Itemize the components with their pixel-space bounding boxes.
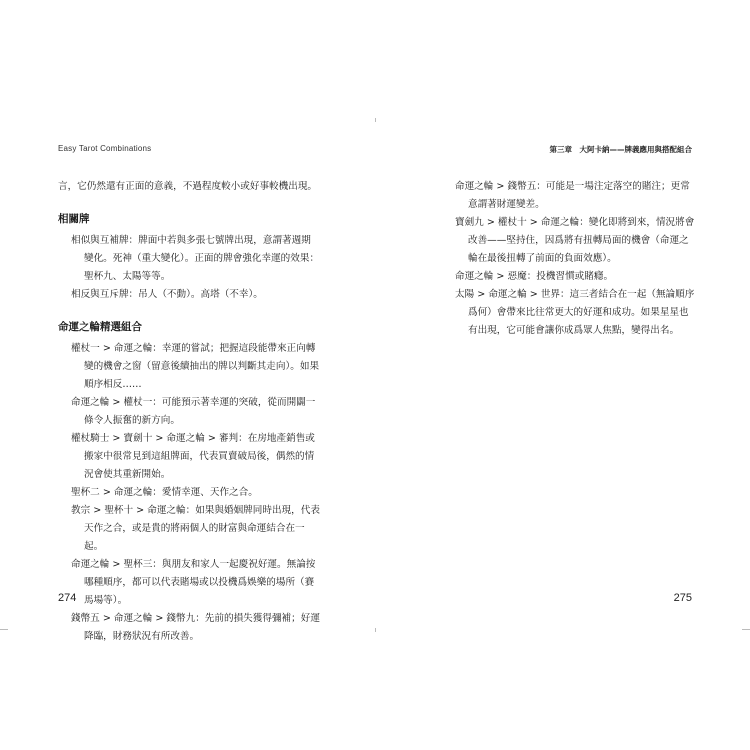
page-number: 275	[673, 592, 692, 604]
section-heading-related: 相關牌	[58, 213, 90, 225]
page-body	[455, 178, 695, 340]
combo-entry: 權杖騎士 > 寶劍十 > 命運之輪 > 審判：在房地產銷售或搬家中很常見到這組牌面，代表買賣破局後，偶然的情況會使其重新開始。	[71, 433, 315, 480]
combo-entry: 命運之輪 > 聖杯三：與朋友和家人一起慶祝好運。無論按哪種順序，都可以代表賭場或以投機爲娛樂的場所（賽馬場等）。	[71, 559, 316, 606]
running-head: 第三章 大阿卡納——牌義應用與搭配組合	[549, 145, 692, 154]
combo-entry: 太陽 > 命運之輪 > 世界：這三者結合在一起（無論順序爲何）會帶來比往常更大的好運和成功。如果星星也有出現，它可能會讓你成爲眾人焦點，變得出名。	[455, 289, 695, 336]
page-number: 274	[58, 592, 77, 604]
page-body	[58, 178, 320, 646]
combo-entry: 寶劍九 > 權杖十 > 命運之輪：變化即將到來，情況將會改善——堅持住，因爲將有扭轉局面的機會（命運之輪在最後扭轉了前面的負面效應）。	[455, 217, 695, 264]
running-head: Easy Tarot Combinations	[58, 144, 152, 153]
right-page	[375, 0, 750, 750]
section-heading-combos: 命運之輪精選組合	[58, 321, 142, 333]
combo-entry: 聖杯二 > 命運之輪：愛情幸運、天作之合。	[71, 487, 258, 498]
related-item: 相似與互補牌：牌面中若與多張七號牌出現，意謂著週期變化。死神（重大變化）。正面的牌會強化幸運的效果：聖杯九、太陽等等。	[71, 235, 320, 282]
combo-entry: 命運之輪 > 惡魔：投機習慣或賭癮。	[455, 271, 614, 282]
intro-paragraph: 言，它仍然還有正面的意義，不過程度較小或好事較機出現。	[58, 181, 318, 192]
related-item: 相反與互斥牌：吊人（不動）。高塔（不幸）。	[71, 289, 263, 300]
combo-entry: 命運之輪 > 錢幣五：可能是一場注定落空的賭注；更常意謂著財運變差。	[455, 181, 690, 210]
combo-entry: 教宗 > 聖杯十 > 命運之輪：如果與婚姻牌同時出現，代表天作之合，或是貴的將兩個人的財富與命運結合在一起。	[71, 505, 320, 552]
combo-entry: 命運之輪 > 權杖一：可能預示著幸運的突破，從而開闢一條令人振奮的新方向。	[71, 397, 316, 426]
combo-entry: 權杖一 > 命運之輪：幸運的嘗試；把握這段能帶來正向轉變的機會之窗（留意後續抽出的牌以判斷其走向）。如果順序相反……	[71, 343, 320, 390]
combo-entry: 錢幣五 > 命運之輪 > 錢幣九：先前的損失獲得彌補；好運降臨，財務狀況有所改善。	[71, 613, 320, 642]
